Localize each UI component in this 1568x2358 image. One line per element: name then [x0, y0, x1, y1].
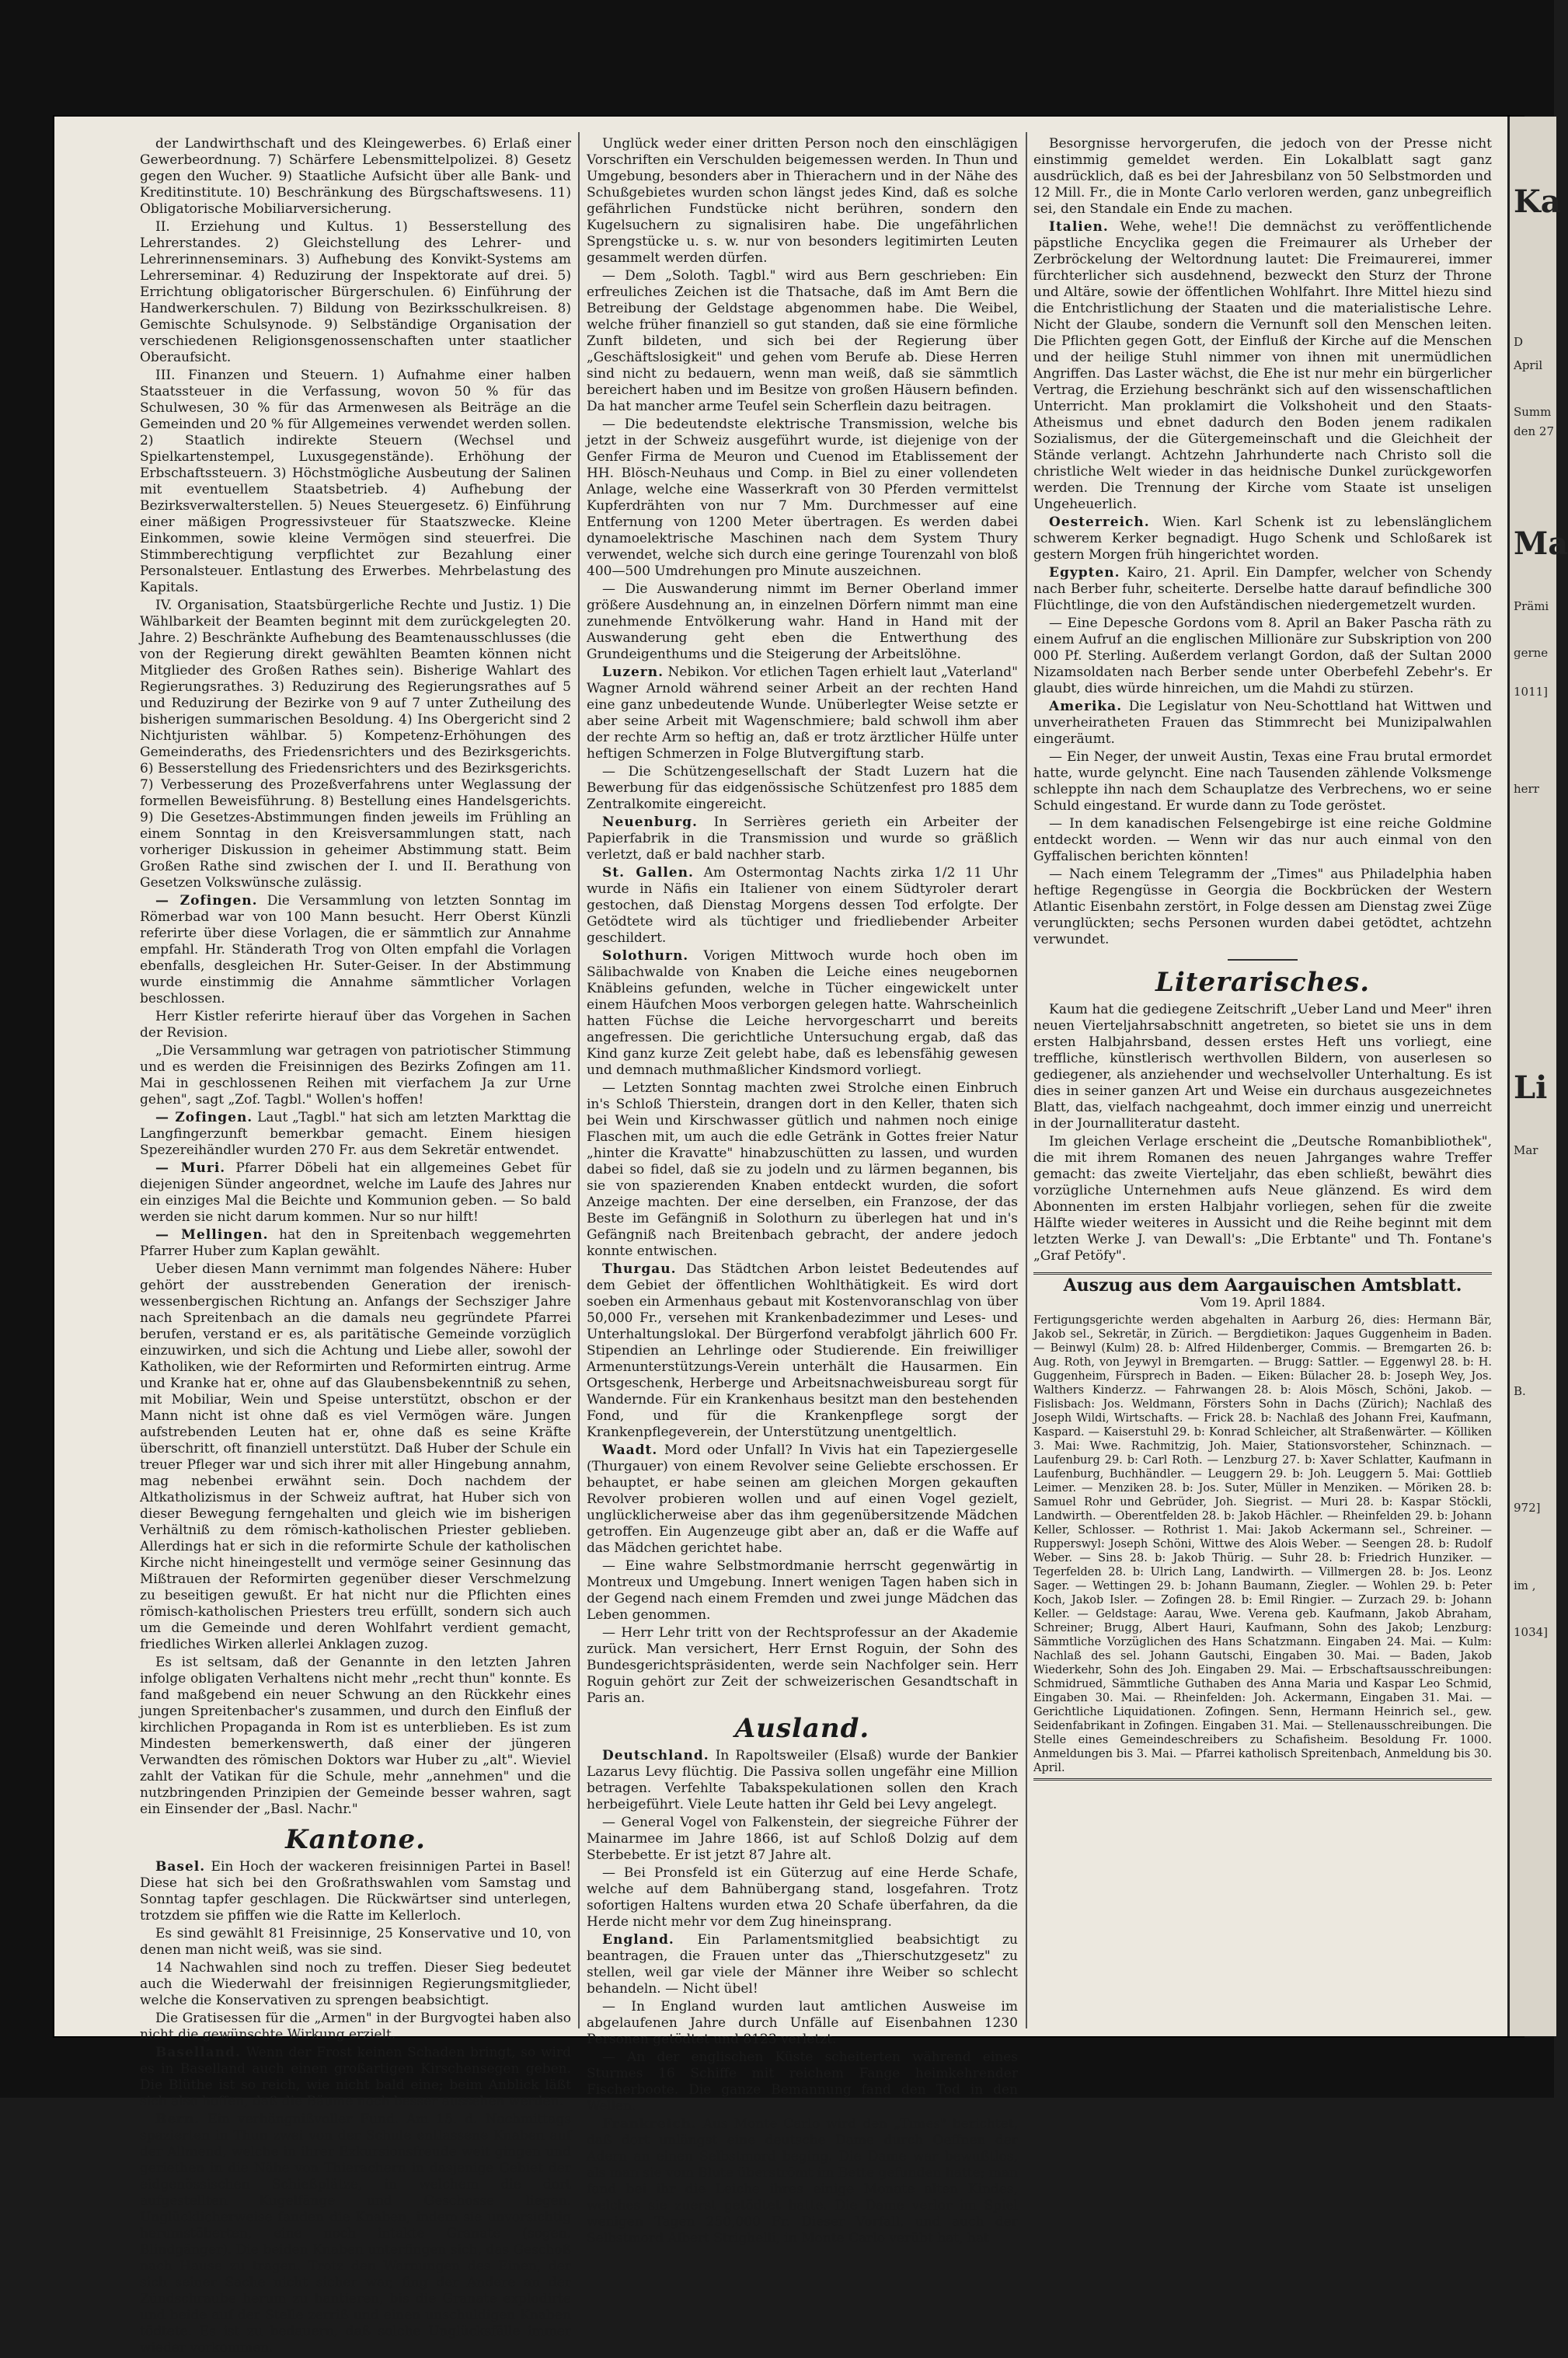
article-text: — Bei Pronsfeld ist ein Güterzug auf eine Herde Schafe, welche auf dem Bahnübergang stand, losgefahren. Trotz sofortigen Haltens wurden etwa 20 Schafe überfahren, da die Herde nicht mehr vor dem Zug hineinsprang.: [587, 1865, 1018, 1930]
article-dateline: Baselland.: [155, 2045, 241, 2060]
article-paragraph: [1033, 1002, 1492, 1132]
article-paragraph: [587, 1815, 1018, 1864]
column-2: [587, 136, 1018, 2248]
article-text: Herr Kistler referirte hierauf über das Vorgehen in Sachen der Revision.: [140, 1009, 571, 1041]
article-dateline: Luzern.: [602, 664, 664, 680]
article-paragraph: [140, 2045, 571, 2110]
edge-fragment: den 27: [1514, 424, 1554, 438]
article-text: Wehe, wehe!! Die demnächst zu veröffentlichende päpstliche Encyclika gegen die Freimaurer als Urheber der Zerbröckelung der Weltordnung lautet: Die Freimaurerei, immer fürchterlicher sich ausdehnend, bezweckt den Sturz der Throne und Altäre, sowie der öffentlichen Wohlfahrt. Ihre Mittel hiezu sind die Entchristlichung der Staaten und die materialistische Lehre. Nicht der Glaube, sondern die Vernunft soll den Menschen leiten. Die Pflichten gegen Gott, der Einfluß der Kirche auf die Menschen und der heilige Stuhl nimmer von ihnen mit unermüdlichen Angriffen. Das Laster wächst, die Ehe ist nur mehr ein bürgerlicher Vertrag, die Erziehung beschränkt sich auf den wissenschaftlichen Unterricht. Man proklamirt die Volkshoheit und den Staats-Atheismus und ebnet dadurch den Boden jenem radikalen Sozialismus, der die Gütergemeinschaft und die Gleichheit der Stände verlangt. Achtzehn Jahrhunderte nach Christo soll die christliche Welt wieder in das heidnische Dunkel zurückgeworfen werden. Die Trennung der Kirche vom Staate ist unseligen Ungeheuerlich.: [1033, 219, 1492, 512]
article-text: — In dem kanadischen Felsengebirge ist eine reiche Goldmine entdeckt worden. — Wenn wir das nur auch einmal von den Gyffalischen berichten könnten!: [1033, 816, 1492, 864]
article-paragraph: [587, 1442, 1018, 1557]
article-text: — Nach einem Telegramm der „Times" aus Philadelphia haben heftige Regengüsse in Georgia die Bockbrücken der Western Atlantic Eisenbahn zerstört, in Folge dessen am Dienstag zwei Züge verunglückten; sechs Personen wurden dabei getödtet, achtzehn verwundet.: [1033, 867, 1492, 947]
article-paragraph: [140, 1009, 571, 1041]
article-text: — Ein Neger, der unweit Austin, Texas eine Frau brutal ermordet hatte, wurde gelyncht. Eine nach Tausenden zählende Volksmenge schleppte ihn nach dem Schauplatze des Verbrechens, wo er seine Schuld eingestand. Er wurde dann zu Tode geröstet.: [1033, 749, 1492, 814]
column-rule-2: [1026, 132, 1027, 2028]
article-dateline: Solothurn.: [602, 948, 689, 964]
official-gazette-box: [1033, 1272, 1492, 1781]
article-text: — An der englischen Küste scheiterten während eines Sturmes 16 Schiffe mit reichem Fange heimkehrender Fischerboote. Die ganze Bemannung fand den Tod in den Wellen.: [587, 2049, 1018, 2114]
article-paragraph: [587, 581, 1018, 663]
article-text: IV. Organisation, Staatsbürgerliche Rechte und Justiz. 1) Die Wählbarkeit der Beamten beginnt mit dem zurückgelegten 20. Jahre. 2) Beschränkte Aufhebung des Beamtenausschlusses (die von der Regierung direkt gewählten Beamten können nicht Mitglieder des Großen Rathes sein). Bisherige Wahlart des Regierungsrathes. 3) Reduzirung des Regierungsrathes auf 5 und Reduzirung der Bezirke von 9 auf 7 unter Zutheilung des bisherigen summarischen Besoldung. 4) Ins Obergericht sind 2 Nichtjuristen wählbar. 5) Kompetenz-Erhöhungen des Gemeinderaths, des Friedensrichters und des Bezirksgerichts. 6) Besserstellung des Friedensrichters und des Bezirksgerichts. 7) Verbesserung des Prozeßverfahrens unter Weglassung der formellen Beweisführung. 8) Bestellung eines Handelsgerichts. 9) Die Gesetzes-Abstimmungen finden jeweils im Frühling an einem Sonntag in den Kreisversammlungen statt, nach vorheriger Diskussion in geheimer Abstimmung statt. Beim Großen Rathe sind zwischen der I. und II. Berathung von Gesetzen Volkswünsche zulässig.: [140, 598, 571, 891]
article-text: Wenn der Frost keinen Schaden bringt, so wird es in Baselland auch einen großartigen Kirschensegen geben. Die Blüthe ist so reich, wie nicht bald eine; beim Anblick läßt sich also hoffen, daß die Bäume noch besser aussehen werden.: [140, 2045, 571, 2109]
article-text: In Serrières gerieth ein Arbeiter der Papierfabrik in die Transmission und wurde so gräßlich verletzt, daß er bald nachher starb.: [587, 814, 1018, 863]
article-text: Am Ostermontag Nachts zirka 1/2 11 Uhr wurde in Näfis ein Italiener von einem Südtyroler derart gestochen, daß Dienstag Morgens dessen Tod erfolgte. Der Getödtete wird als tüchtiger und friedliebender Arbeiter geschildert.: [587, 865, 1018, 946]
article-text: Pfarrer Döbeli hat ein allgemeines Gebet für diejenigen Sünder angeordnet, welche im Laufe des Jahres nur ein einziges Mal die Beichte und Kommunion geben. — So bald werden sie nicht darum kommen. Nur so nur hilft!: [140, 1160, 571, 1225]
article-dateline: Basel.: [155, 1859, 206, 1875]
article-paragraph: [587, 2116, 1018, 2247]
article-text: Kaum hat die gediegene Zeitschrift „Ueber Land und Meer" ihren neuen Vierteljahrsabschnitt angetreten, so bietet sie uns in dem ersten Halbjahrsband, dessen erstes Heft uns vorliegt, eine treffliche, künstlerisch werthvollen Bildern, von auserlesen so gediegener, als anziehender und wechselvoller Unterhaltung. Es ist dies in seiner ganzen Art und Weise ein durchaus ausgezeichnetes Blatt, das, vielfach nachgeahmt, doch immer einzig und unerreicht in der Journalliteratur dasteht.: [1033, 1002, 1492, 1132]
article-paragraph: [587, 1625, 1018, 1707]
article-dateline: Oesterreich.: [1049, 515, 1150, 530]
article-text: Aus Monte Carlo wird den „Times" berichtet, daß dort unlängst eine deutsche Dame durch Oeffnen der Adern an einen Selbstmord beging. Die Dame war bewußtlos, als man sie vom Blute überströmt im Bette gefunden hatte; man fand bei ihr die Leiche ihres einige Monate alten Kindes, welches sie zuerst getödtet hatte. Die Dame verlor im Spiel wenigen Tagen 250,000 Fr. Dieser Vorfall, und auch der Selbstmord Albert Strighelli, in Monte Carlo verübt hat, hat: [587, 2116, 1018, 2246]
edge-fragment: herr: [1514, 782, 1539, 796]
article-paragraph: [587, 1865, 1018, 1931]
edge-fragment: 1011]: [1514, 685, 1549, 699]
edge-fragment: Prämi: [1514, 599, 1549, 613]
article-text: In Rapoltsweiler (Elsaß) wurde der Bankier Lazarus Levy flüchtig. Die Passiva sollen ungefähr eine Million betragen. Verfehlte Tabakspekulationen sollen den Krach herbeigeführt. Viele Leute hatten ihr Geld bei Levy angelegt.: [587, 1748, 1018, 1812]
article-dateline: — Zofingen.: [155, 893, 258, 909]
column-3: [1033, 136, 1492, 1788]
article-paragraph: [1033, 136, 1492, 218]
article-paragraph: [1033, 699, 1492, 748]
article-paragraph: [587, 1261, 1018, 1441]
section-heading: Kantone.: [285, 1824, 426, 1855]
article-paragraph: [140, 1227, 571, 1260]
article-paragraph: [1033, 867, 1492, 948]
article-paragraph: [587, 1080, 1018, 1260]
article-text: Wien. Karl Schenk ist zu lebenslänglichem schwerem Kerker begnadigt. Hugo Schenk und Schloßarek ist gestern Morgen früh hingerichtet worden.: [1033, 515, 1492, 563]
article-paragraph: [140, 1043, 571, 1108]
article-text: Unglück weder einer dritten Person noch den einschlägigen Vorschriften ein Verschulden beigemessen werden. In Thun und Umgebung, besonders aber in Thierachern und in der Nähe des Schußgebietes wurden schon längst jedes Kind, daß es solche gefährlichen Fundstücke nicht berühren, sondern den Kugelsuchern zu signalisiren habe. Die ungefährlichen Sprengstücke u. s. w. nur von besonders legitimirten Leuten gesammelt werden dürfen.: [587, 136, 1018, 266]
edge-fragment: im ,: [1514, 1578, 1536, 1592]
article-text: Ein Parlamentsmitglied beabsichtigt zu beantragen, die Frauen unter das „Thierschutzgesetz" zu stellen, weil gar viele der Männer ihre Weiber so schlecht behandeln. — Nicht übel!: [587, 1932, 1018, 1997]
article-paragraph: [140, 219, 571, 366]
article-paragraph: [587, 814, 1018, 863]
edge-fragment: Li: [1514, 1069, 1548, 1106]
article-text: Ein verhängnißvoller Fund. Am 15. d. Nachmittags spazierten in Thun zwei von der Schule entlassene Knaben auf der Allmend, welche in ihrer Exkursionsfreude weit gingen und geriethen in die Nähe von Thierachern in dasjenige Gebiet der eidgenössischen Schießplätze, in welchem die dort aufgestellten Kugelfänge und Geschosse liegen. Unglücklicherweise fanden die Knaben, indem sie unvorsichtig herumstöberten, eine noch intakte Granate (sogen. Blindgänger). Die beiden Knaben unterfingen sich, das Geschoß nach Hause zu tragen. Trotz den Warnungen des Einen, der sich seiner Sache nicht sicher war, fing der Andere an der Zündschraube herum zu hantieren, bis die Granate explodirte und beide auf der Stelle zerriß und einen unschuldigen Knaben tödtete. Es ist zu bedauern, daß solche Unglücksfälle immer wieder vorkommen.: [140, 2112, 571, 2356]
article-text: — Die Auswanderung nimmt im Berner Oberland immer größere Ausdehnung an, in einzelnen Dörfern nimmt man eine zunehmende Entvölkerung wahr. Hand in Hand mit der Auswanderung geht eben die Entwerthung des Grundeigenthums und die Steigerung der Arbeitslöhne.: [587, 581, 1018, 662]
article-text: — Herr Lehr tritt von der Rechtsprofessur an der Akademie zurück. Man versichert, Herr Ernst Roguin, der Sohn des Bundesgerichtspräsidenten, werde sein Nachfolger sein. Herr Roguin gehört zur Zeit der schweizerischen Gesandtschaft in Paris an.: [587, 1625, 1018, 1706]
article-dateline: Egypten.: [1049, 565, 1120, 581]
edge-fragment: B.: [1514, 1384, 1526, 1398]
article-text: Besorgnisse hervorgerufen, die jedoch von der Presse nicht einstimmig gemeldet werden. Ein Lokalblatt sagt ganz ausdrücklich, daß es bei der Jahresbilanz von 50 Selbstmorden und 12 Mill. Fr., die in Monte Carlo verloren werden, ganz unbegreiflich sei, den Standale ein Ende zu machen.: [1033, 136, 1492, 217]
edge-fragment: April: [1514, 358, 1543, 372]
article-text: der Landwirthschaft und des Kleingewerbes. 6) Erlaß einer Gewerbeordnung. 7) Schärfere Lebensmittelpolizei. 8) Gesetz gegen den Wucher. 9) Staatliche Aufsicht über alle Bank- und Kreditinstitute. 10) Beschränkung des Bürgschaftswesens. 11) Obligatorische Mobiliarversicherung.: [140, 136, 571, 217]
article-paragraph: [140, 136, 571, 218]
edge-fragment: Ka: [1514, 183, 1561, 220]
article-dateline: — Mellingen.: [155, 1227, 269, 1243]
article-paragraph: [140, 598, 571, 891]
article-dateline: Amerika.: [1049, 699, 1123, 714]
article-text: Es sind gewählt 81 Freisinnige, 25 Konservative und 10, von denen man nicht weiß, was sie sind.: [140, 1926, 571, 1958]
article-paragraph: [587, 417, 1018, 580]
article-text: Kairo, 21. April. Ein Dampfer, welcher von Schendy nach Berber fuhr, scheiterte. Derselbe hatte darauf befindliche 300 Flüchtlinge, die von den Aufständischen niedergemetzelt wurden.: [1033, 565, 1492, 613]
article-paragraph: [1033, 515, 1492, 563]
article-paragraph: [140, 1655, 571, 1818]
article-paragraph: [140, 1859, 571, 1924]
article-paragraph: [1033, 1134, 1492, 1264]
edge-fragment: Ma: [1514, 525, 1568, 562]
article-paragraph: [140, 1926, 571, 1959]
article-paragraph: [587, 268, 1018, 415]
article-paragraph: [587, 764, 1018, 813]
article-text: Laut „Tagbl." hat sich am letzten Markttag die Langfingerzunft bemerkbar gemacht. Einem hiesigen Spezereihändler wurden 270 Fr. aus dem Sekretär entwendet.: [140, 1110, 571, 1158]
edge-fragment: Mar: [1514, 1143, 1538, 1157]
article-text: Die Versammlung von letzten Sonntag im Römerbad war von 100 Mann besucht. Herr Oberst Künzli referirte über diese Vorlagen, die er sämmtlich zur Annahme empfahl. Hr. Ständerath Trog von Olten empfahl die Vorlagen ebenfalls, desgleichen Hr. Suter-Geiser. In der Abstimmung wurde einstimmig die Annahme sämmtlicher Vorlagen beschlossen.: [140, 893, 571, 1006]
article-paragraph: [140, 2011, 571, 2043]
gazette-date: Vom 19. April 1884.: [1200, 1295, 1326, 1310]
article-text: Im gleichen Verlage erscheint die „Deutsche Romanbibliothek", die mit ihrem Romanen des neuen Jahrganges wahre Treffer gemacht: das zweite Vierteljahr, das eben schließt, bewährt dies vorzügliche Unternehmen aufs Neue glänzend. Es wird dem Abonnenten im ersten Halbjahr vorliegen, sehen für die zweite Hälfte wieder weiteres in Aussicht und die Reihe beginnt mit dem letzten Werke J. van Dewall's: „Die Erbtante" und Th. Fontane's „Graf Petöfy".: [1033, 1134, 1492, 1264]
article-paragraph: [140, 1261, 571, 1653]
article-dateline: Deutschland.: [602, 1748, 709, 1763]
article-paragraph: [587, 1999, 1018, 2048]
article-dateline: — Zofingen.: [155, 1110, 253, 1125]
edge-fragment: 1034]: [1514, 1625, 1549, 1639]
edge-fragment: D: [1514, 335, 1524, 349]
article-paragraph: [140, 893, 571, 1007]
article-text: II. Erziehung und Kultus. 1) Besserstellung des Lehrerstandes. 2) Gleichstellung des Lehrer- und Lehrerinnenseminars. 3) Aufhebung des Konvikt-Systems am Lehrerseminar. 4) Reduzirung der Inspektorate auf drei. 5) Errichtung obligatorischer Bürgerschulen. 6) Einführung der Handwerkerschulen. 7) Bildung von Bezirksschulkreisen. 8) Gemischte Schulsynode. 9) Selbständige Organisation der verschiedenen Religionsgenossenschaften unter staatlicher Oberaufsicht.: [140, 219, 571, 365]
article-text: Die Gratisessen für die „Armen" in der Burgvogtei haben also nicht die gewünschte Wirkung erzielt.: [140, 2011, 571, 2042]
article-text: — In England wurden laut amtlichen Ausweise im abgelaufenen Jahre durch Unfälle auf Eisenbahnen 1230 Personen getödtet und 8123 verletzt.: [587, 1999, 1018, 2047]
article-text: 14 Nachwahlen sind noch zu treffen. Dieser Sieg bedeutet auch die Wiederwahl der freisinnigen Regierungsmitglieder, welche die Konservativen zu sprengen beabsichtigt.: [140, 1960, 571, 2008]
article-paragraph: [1033, 749, 1492, 814]
article-paragraph: [1033, 219, 1492, 513]
article-paragraph: [587, 1558, 1018, 1624]
article-text: Es ist seltsam, daß der Genannte in den letzten Jahren infolge obligaten Verhaltens nicht mehr „recht thun" konnte. Es fand maßgebend ein neuer Schwung an den Rückkehr eines jungen Spreitenbacher's zusammen, und durch den Einfluß der kirchlichen Propaganda in Rom ist es unterblieben. Es ist zum Mindesten bemerkenswerth, daß einer der jüngeren Verwandten des römischen Doktors war Huber zu „alt". Wieviel zahlt der Vatikan für die Schule, mehr „annehmen" und die nutzbringenden Prinzipien der Gemeinde besser wahren, sagt ein Einsender der „Basl. Nachr.": [140, 1655, 571, 1817]
edge-fragment: Summ: [1514, 405, 1552, 419]
article-text: Nebikon. Vor etlichen Tagen erhielt laut „Vaterland" Wagner Arnold während seiner Arbeit an der rechten Hand eine ganz unbedeutende Wunde. Unüberlegter Weise setzte er aber seine Arbeit mit Wagenschmiere; bald schwoll ihm aber der rechte Arm so heftig an, daß er trotz ärztlicher Hülfe unter heftigen Schmerzen in Folge Blutvergiftung starb.: [587, 664, 1018, 762]
article-paragraph: [140, 368, 571, 596]
article-text: — Eine Depesche Gordons vom 8. April an Baker Pascha räth zu einem Aufruf an die englischen Millionäre zur Subskription von 200 000 Pf. Sterling. Außerdem verlangt Gordon, daß der Sultan 2000 Nizamsoldaten nach Berber sende unter Oberbefehl Zebehr's. Er glaubt, dies würde hinreichen, um die Mahdi zu stürzen.: [1033, 616, 1492, 696]
article-text: — Letzten Sonntag machten zwei Strolche einen Einbruch in's Schloß Thierstein, drangen dort in den Keller, thaten sich bei Wein und Kirschwasser gütlich und nahmen noch einige Flaschen mit, um auch die edle Getränk in Gottes freier Natur „hinter die Kravatte" hinabzuschütten zu lassen, und wurden dabei so fidel, daß sie zu jodeln und zu lärmen begannen, bis sie von spazierenden Knaben entdeckt wurden, die sofort Anzeige machten. Der eine derselben, ein Franzose, der das Beste im Gefängniß in Solothurn zu überlegen hat und in's Gefängniß nach Breitenbach gebracht, der andere jedoch konnte entwischen.: [587, 1080, 1018, 1259]
article-paragraph: [587, 1748, 1018, 1813]
article-text: — Die Schützengesellschaft der Stadt Luzern hat die Bewerbung für das eidgenössische Schützenfest pro 1885 dem Zentralkomite eingereicht.: [587, 764, 1018, 812]
article-dateline: Neuenburg.: [602, 814, 698, 830]
article-dateline: Thurgau.: [602, 1261, 677, 1277]
article-text: — Dem „Soloth. Tagbl." wird aus Bern geschrieben: Ein erfreuliches Zeichen ist die Thatsache, daß im Amt Bern die Betreibung der Geldstage abgenommen habe. Die Weibel, welche früher finanziell so gut standen, daß sie eine förmliche Zunft bildeten, und sich bei der Regierung über „Geschäftslosigkeit" und gehen vom Berufe ab. Diese Herren sind nicht zu bedauern, wenn man weiß, daß sie sämmtlich bereichert haben und im Besitze von großen Häusern befinden. Da hat mancher arme Teufel sein Scherflein dazu beitragen.: [587, 268, 1018, 414]
gazette-text: Fertigungsgerichte werden abgehalten in Aarburg 26, dies: Hermann Bär, Jakob sel., Sekretär, in Zürich. — Bergdietikon: Jaques Guggenheim in Baden. — Beinwyl (Kulm) 28. b: Alfred Hildenberger, Commis. — Bremgarten 26. b: Aug. Roth, von Jeywyl in Bremgarten. — Brugg: Sattler. — Eggenwyl 28. b: H. Guggenheim, Fürsprech in Baden. — Eiken: Bülacher 28. b: Joseph Wey, Jos. Walthers Kinderzz. — Fahrwangen 28. b: Alois Mösch, Schöni, Jakob. — Fislisbach: Jos. Weldmann, Försters Sohn in Dachs (Zürich); Nachlaß des Joseph Wildi, Wirtschafts. — Frick 28. b: Nachlaß des Johann Frei, Kaufmann, Kaspard. — Kaiserstuhl 29. b: Konrad Schleicher, alt Straßenwärter. — Kölliken 3. Mai: Wwe. Rachmitzig, Joh. Maier, Stationsvorsteher, Schinznach. — Laufenburg 29. b: Carl Roth. — Lenzburg 27. b: Xaver Schlatter, Kaufmann in Laufenburg, Buchhändler. — Leuggern 29. b: Joh. Leuggern 5. Mai: Gottlieb Leimer. — Menziken 28. b: Jos. Suter, Müller in Menziken. — Möriken 28. b: Samuel Rohr und Gebrüder, Joh. Siegrist. — Muri 28. b: Kaspar Stöckli, Landwirth. — Oberentfelden 28. b: Jakob Hächler. — Rheinfelden 29. b: Johann Keller, Schlosser. — Rothrist 1. Mai: Jakob Ackermann sel., Schreiner. — Rupperswyl: Joseph Schöni, Wittwe des Alois Weber. — Seengen 28. b: Rudolf Weber. — Sins 28. b: Jakob Thürig. — Suhr 28. b: Friedrich Hunziker. — Tegerfelden 28. b: Ulrich Lang, Landwirth. — Villmergen 28. b: Jos. Leonz Sager. — Wettingen 29. b: Johann Baumann, Ziegler. — Wohlen 29. b: Peter Koch, Jakob Isler. — Zofingen 28. b: Emil Ringier. — Zurzach 29. b: Johann Keller. — Geldstage: Aarau, Wwe. Verena geb. Kaufmann, Jakob Abraham, Schreiner; Brugg, Albert Hauri, Kaufmann, Sohn des Jakob; Lenzburg: Sämmtliche Vorzüglichen des Hans Schatzmann. Eingaben 24. Mai. — Kulm: Nachlaß des sel. Johann Gautschi, Eingaben 30. Mai. — Baden, Jakob Wiederkehr, Sohn des Joh. Eingaben 29. Mai. — Erbschaftsausschreibungen: Schmidrued, Sämmtliche Guthaben des Anna Maria und Kaspar Leo Schmid, Eingaben 30. Mai. — Rheinfelden: Joh. Ackermann, Eingaben 31. Mai. — Gerichtliche Liquidationen. Zofingen. Senn, Hermann Heinrich sel., gew. Seidenfabrikant in Zofingen. Eingaben 31. Mai. — Stellenausschreibungen. Die Stelle eines Gemeindeschreibers zu Schafisheim. Besoldung Fr. 1000. Anmeldungen bis 3. Mai. — Pfarrei katholisch Spreitenbach, Anmeldung bis 30. April.: [1033, 1314, 1492, 1774]
article-paragraph: [140, 1960, 571, 2009]
article-text: — Eine wahre Selbstmordmanie herrscht gegenwärtig in Montreux und Umgebung. Innert wenigen Tagen haben sich in der Gegend nach einem Fremden und zwei junge Mädchen das Leben genommen.: [587, 1558, 1018, 1623]
article-paragraph: [587, 948, 1018, 1079]
article-paragraph: [140, 2112, 571, 2356]
article-text: — Die bedeutendste elektrische Transmission, welche bis jetzt in der Schweiz ausgeführt wurde, ist diejenige von der Genfer Firma de Meuron und Cuenod im Etablissement der HH. Blösch-Neuhaus und Comp. in Biel zu einer vollendeten Anlage, welche eine Wasserkraft von 30 Pferden vermittelst Kupferdrähten von nur 7 Mm. Durchmesser auf eine Entfernung von 1200 Meter übertragen. Es werden dabei dynamoelektrische Maschinen nach dem System Thury verwendet, welche sich durch eine geringe Tourenzahl von bloß 400—500 Umdrehungen pro Minute auszeichnen.: [587, 417, 1018, 579]
article-dateline: Italien.: [1049, 219, 1109, 235]
section-heading: Literarisches.: [1155, 967, 1371, 998]
article-text: — General Vogel von Falkenstein, der siegreiche Führer der Mainarmee im Jahre 1866, ist auf Schloß Dolzig auf dem Sterbebette. Er ist jetzt 87 Jahre alt.: [587, 1815, 1018, 1863]
article-paragraph: [587, 664, 1018, 762]
article-text: Die Legislatur von Neu-Schottland hat Wittwen und unverheiratheten Frauen das Stimmrecht bei Munizipalwahlen eingeräumt.: [1033, 699, 1492, 747]
gazette-title: Auszug aus dem Aargauischen Amtsblatt.: [1063, 1275, 1462, 1296]
article-paragraph: [1033, 616, 1492, 697]
article-paragraph: [140, 1160, 571, 1226]
article-text: Ueber diesen Mann vernimmt man folgendes Nähere: Huber gehört der ausstrebenden Generation der irenisch-wessenbergischen Richtung an. Anfangs der Sechsziger Jahre nach Spreitenbach an die damals neu gegründete Pfarrei berufen, verstand er es, als paritätische Gemeinde vorzüglich einzuwirken, und sich die Achtung und Liebe aller, sowohl der Katholiken, wie der Reformirten und Reformirten eintrug. Arme und Kranke hat er, ohne auf das Glaubensbekenntniß zu sehen, mit Mobiliar, Wein und Speise unterstützt, obschon er der Mann nicht ist ohne daß es viel Vermögen wäre. Jungen aufstrebenden Leuten hat er, ohne daß es seine Kräfte überschritt, oft finanziell unterstützt. Daß Huber der Schule ein treuer Pfleger war und sich ihrer mit aller Hingebung annahm, mag nebenbei erwähnt sein. Doch nachdem der Altkatholizismus in der Schweiz auftrat, hat Huber sich von dieser Bewegung ferngehalten und gleich wie im bisherigen Verhältniß zu dem römisch-katholischen Priester geblieben. Allerdings hat er sich in die reformirte Schule der katholischen Kirche nicht hineingestellt und vermöge seiner Gesinnung das Mißtrauen der Reformirten gegenüber dieser Verschmelzung zu beseitigen gewußt. Er hat nicht nur die Pflichten eines römisch-katholischen Priesters treu erfüllt, sondern sich auch um die Gemeinde und deren Wohlfahrt verdient gemacht, friedliches Wirken allerlei Anklagen zuzog.: [140, 1261, 571, 1652]
article-paragraph: [1033, 816, 1492, 865]
article-text: Vorigen Mittwoch wurde hoch oben im Sälibachwalde von Knaben die Leiche eines neugebornen Knäbleins gefunden, welche in Tücher eingewickelt unter einem Häufchen Moos verborgen gelegen hatte. Wahrscheinlich hatten Füchse die Leiche hervorgescharrt und bereits angefressen. Die gerichtliche Untersuchung ergab, daß das Kind ganz kurze Zeit gelebt habe, daß es lebensfähig gewesen und demnach muthmaßlicher Kindsmord vorliegt.: [587, 948, 1018, 1078]
article-text: III. Finanzen und Steuern. 1) Aufnahme einer halben Staatssteuer in die Verfassung, wovon 50 % für das Schulwesen, 30 % für das Armenwesen als Beiträge an die Gemeinden und 20 % für Allgemeines verwendet werden sollen. 2) Staatlich indirekte Steuern (Wechsel und Spielkartenstempel, Luxusgegenstände). Erhöhung der Erbschaftssteuern. 3) Höchstmögliche Ausbeutung der Salinen mit eventuellem Staatsbetrieb. 4) Aufhebung der Bezirksverwalterstellen. 5) Neues Steuergesetz. 6) Einführung einer mäßigen Progressivsteuer für Staatszwecke. Kleine Einkommen, sowie kleine Vermögen sind steuerfrei. Die Stimmberechtigung verpflichtet zur Bezahlung einer Personalsteuer. Entlastung des Erwerbes. Mehrbelastung des Kapitals.: [140, 368, 571, 595]
article-text: Mord oder Unfall? In Vivis hat ein Tapeziergeselle (Thurgauer) von einem Revolver seine Geliebte erschossen. Er behauptet, er habe seinen am gleichen Morgen gekauften Revolver probieren wollen und auf einen Vogel gezielt, unglücklicherweise aber das ihm gegenübersitzende Mädchen getroffen. Ein Augenzeuge gibt aber an, daß er die Waffe auf das Mädchen gerichtet habe.: [587, 1442, 1018, 1556]
article-paragraph: [587, 1932, 1018, 1997]
article-dateline: St. Gallen.: [602, 865, 694, 881]
article-text: Das Städtchen Arbon leistet Bedeutendes auf dem Gebiet der öffentlichen Wohlthätigkeit. Es wird dort soeben ein Armenhaus gebaut mit Kostenvoranschlag von über 50,000 Fr., versehen mit Krankenbadezimmer und Leses- und Unterhaltungslokal. Der Bürgerfond verabfolgt jährlich 600 Fr. Stipendien an Lehrlinge oder Studierende. Ein freiwilliger Armenunterstützungs-Verein unterhält die Hausarmen. Ein Ortsgeschenk, Herberge und Arbeitsnachweisbureau sorgt für Wandernde. Für ein Krankenhaus besitzt man den bestehenden Fond, und für die Krankenpflege sorgt der Krankenpflegeverein, der Unterstützung unentgeltlich.: [587, 1261, 1018, 1440]
article-dateline: Frankreich.: [602, 2116, 697, 2132]
article-paragraph: [587, 2049, 1018, 2115]
article-text: hat den in Spreitenbach weggemehrten Pfarrer Huber zum Kaplan gewählt.: [140, 1227, 571, 1259]
article-paragraph: [140, 1110, 571, 1159]
article-text: „Die Versammlung war getragen von patriotischer Stimmung und es werden die Freisinnigen des Bezirks Zofingen am 11. Mai in geschlossenen Reihen mit vierfachem Ja zur Urne gehen", sagt „Zof. Tagbl." Wollen's hoffen!: [140, 1043, 571, 1107]
section-divider: [1228, 959, 1298, 961]
article-dateline: — Muri.: [155, 1160, 226, 1176]
article-dateline: England.: [602, 1932, 674, 1948]
article-dateline: Waadt.: [602, 1442, 658, 1458]
column-rule-1: [578, 132, 580, 2028]
edge-fragment: 972]: [1514, 1501, 1541, 1515]
edge-fragment: gerne: [1514, 646, 1549, 660]
article-paragraph: [1033, 565, 1492, 614]
article-paragraph: [587, 865, 1018, 947]
article-dateline: Bern.: [155, 2112, 200, 2127]
article-paragraph: [587, 136, 1018, 267]
article-text: Ein Hoch der wackeren freisinnigen Partei in Basel! Diese hat sich bei den Großrathswahlen vom Samstag und Sonntag tapfer geschlagen. Die Rückwärtser sind unterlegen, trotzdem sie pfiffen wie die Ratte im Kellerloch.: [140, 1859, 571, 1924]
column-1: [140, 136, 571, 2358]
section-heading: Ausland.: [734, 1713, 870, 1744]
